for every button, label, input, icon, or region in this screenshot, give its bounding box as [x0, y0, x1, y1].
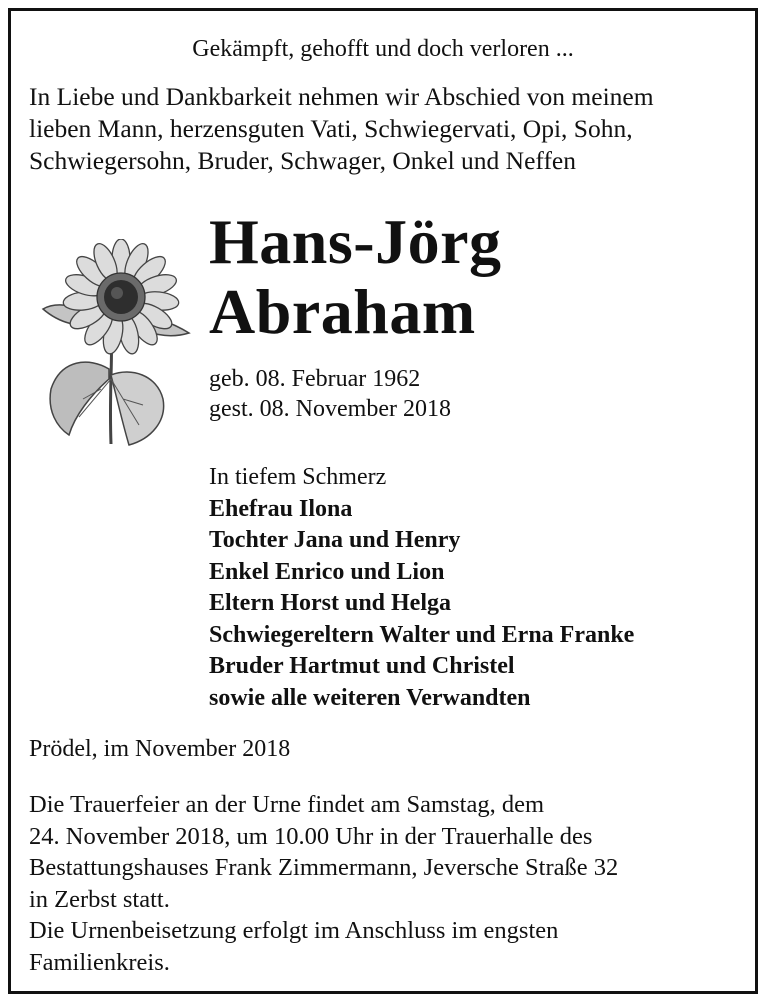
- mourner-entry: Bruder Hartmut und Christel: [209, 653, 515, 679]
- ceremony-line: Die Urnenbeisetzung erfolgt im Anschluss im engsten: [29, 917, 559, 944]
- mourners-list: [209, 462, 634, 714]
- life-dates: [209, 364, 451, 424]
- intro-line: Schwiegersohn, Bruder, Schwager, Onkel und Neffen: [29, 146, 577, 175]
- ceremony-line: Die Trauerfeier an der Urne findet am Samstag, dem: [29, 791, 545, 818]
- death-date: gest. 08. November 2018: [209, 396, 451, 422]
- motto: Gekämpft, gehofft und doch verloren ...: [192, 36, 574, 62]
- obituary-notice: [8, 8, 758, 994]
- ceremony-line: Familienkreis.: [29, 948, 170, 976]
- mourner-entry: Schwiegereltern Walter und Erna Franke: [209, 621, 635, 648]
- intro-line: In Liebe und Dankbarkeit nehmen wir Abschied von meinem: [29, 82, 654, 111]
- ceremony-info: [29, 789, 618, 978]
- place-and-date: Prödel, im November 2018: [29, 736, 291, 762]
- mourners-intro: In tiefem Schmerz: [209, 464, 387, 490]
- ceremony-line: 24. November 2018, um 10.00 Uhr in der Trauerhalle des: [29, 822, 593, 850]
- mourner-entry: Eltern Horst und Helga: [209, 590, 452, 616]
- mourner-entry: Tochter Jana und Henry: [209, 527, 461, 553]
- intro-line: lieben Mann, herzensguten Vati, Schwiegervati, Opi, Sohn,: [29, 114, 633, 143]
- last-name: Abraham: [209, 276, 476, 347]
- mourner-entry: Enkel Enrico und Lion: [209, 558, 445, 585]
- mourner-entry: sowie alle weiteren Verwandten: [209, 684, 531, 711]
- intro-text: [29, 81, 654, 177]
- first-name: Hans-Jörg: [209, 206, 502, 277]
- mourner-entry: Ehefrau Ilona: [209, 495, 353, 522]
- sunflower-icon: [39, 239, 194, 449]
- deceased-name: [209, 207, 502, 347]
- birth-date: geb. 08. Februar 1962: [209, 366, 421, 392]
- ceremony-line: Bestattungshauses Frank Zimmermann, Jeversche Straße 32: [29, 854, 619, 881]
- ceremony-line: in Zerbst statt.: [29, 885, 170, 913]
